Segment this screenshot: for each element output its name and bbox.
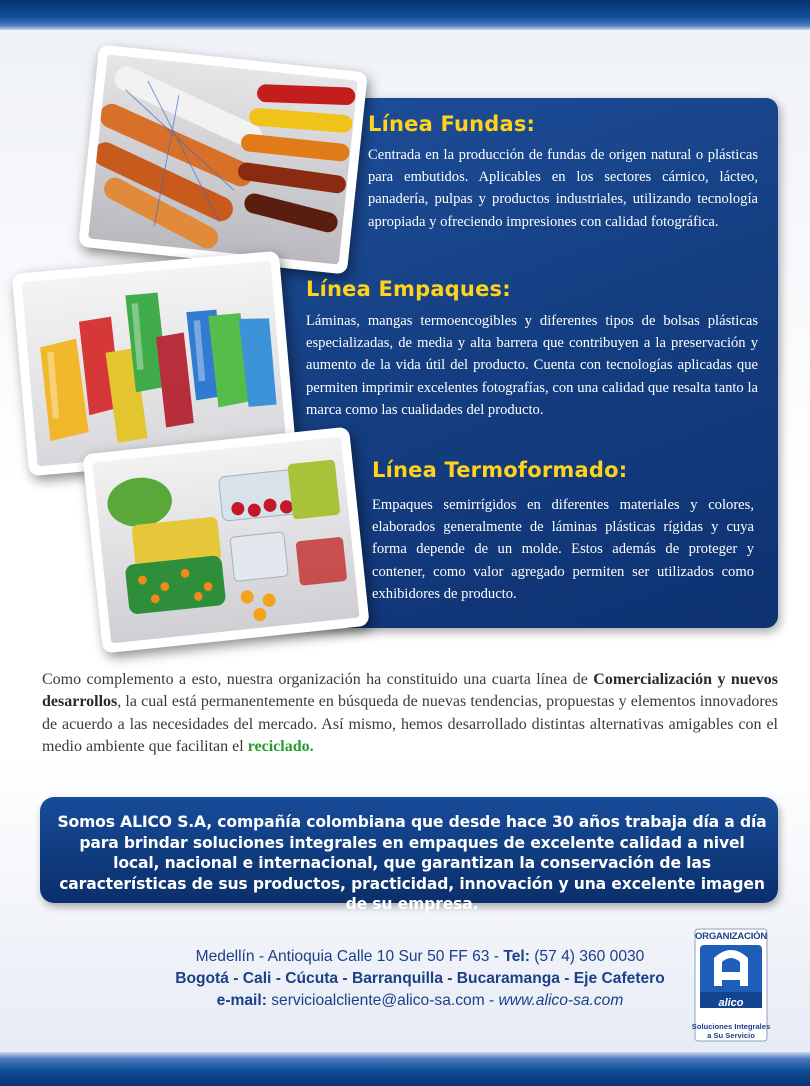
paragraph-text-2: , la cual está permanentemente en búsqueda de nuevas tendencias, propuestas y elementos innovadores de acuerdo a las necesidades del mercado. Así mismo, hemos desarrollado distintas alternativas amigables con el medio ambiente que facilitan el: [42, 693, 778, 755]
empaques-description: Láminas, mangas termoencogibles y diferentes tipos de bolsas plásticas especializadas, de media y alta barrera que contribuyen a la preservación y aumento de la vida útil del producto. Cuenta con tecnologías aplicadas que permiten imprimir excelentes fotografías, con una calidad que resalta tanto la marca como las cualidades del producto.: [306, 313, 758, 418]
logo-tagline: [690, 1022, 772, 1040]
termoformado-description: Empaques semirrígidos en diferentes materiales y colores, elaborados generalmente de láminas plásticas rígidas y cuya forma depende de un molde. Estos además de proteger y contener, como valor agregado permiten ser utilizados como exhibidores de producto.: [372, 497, 754, 602]
complement-paragraph: [42, 669, 778, 758]
paragraph-recycle: reciclado.: [247, 737, 314, 755]
logo-organizacion: ORGANIZACIÓN: [694, 931, 767, 942]
contact-email[interactable]: servicioalcliente@alico-sa.com -: [266, 992, 499, 1009]
logo-wordmark: alico: [718, 997, 744, 1009]
contact-tel: (57 4) 360 0030: [529, 948, 645, 965]
bottom-decorative-band: [0, 1052, 810, 1086]
contact-address-line: [140, 948, 700, 966]
termoformado-photo: [82, 427, 369, 654]
fundas-description: Centrada en la producción de fundas de origen natural o plásticas para embutidos. Aplicables en los sectores cárnico, lácteo, panadería, pulpas y productos industriales, utilizando tecnología apropiada y ofreciendo impresiones con calidad fotográfica.: [368, 147, 758, 230]
contact-website[interactable]: www.alico-sa.com: [498, 992, 624, 1009]
contact-email-line: [140, 992, 700, 1010]
top-decorative-band: [0, 0, 810, 30]
termoformado-title: Línea Termoformado:: [372, 458, 628, 482]
contact-address: Medellín - Antioquia Calle 10 Sur 50 FF 63 -: [195, 948, 504, 965]
logo-tagline-2: a Su Servicio: [707, 1031, 755, 1040]
logo-tagline-1: Soluciones Integrales: [691, 1022, 771, 1031]
contact-cities: Bogotá - Cali - Cúcuta - Barranquilla - Bucaramanga - Eje Cafetero: [175, 970, 665, 987]
paragraph-text-1: Como complemento a esto, nuestra organización ha constituido una cuarta línea de: [42, 671, 594, 688]
contact-tel-label: Tel:: [503, 948, 530, 965]
fundas-photo: [78, 44, 368, 274]
paragraph-bold: Comercialización y nuevos desarrollos: [42, 671, 779, 711]
fundas-title: Línea Fundas:: [368, 112, 536, 136]
empaques-title: Línea Empaques:: [306, 277, 511, 301]
about-text: Somos ALICO S.A, compañía colombiana que desde hace 30 años trabaja día a día para brindar soluciones integrales en empaques de excelente calidad a nivel local, nacional e internacional, que garantizan la conservación de las características de sus productos, practicidad, innovación y una excelente imagen de su empresa.: [57, 813, 767, 914]
contact-email-label: e-mail:: [216, 992, 267, 1009]
